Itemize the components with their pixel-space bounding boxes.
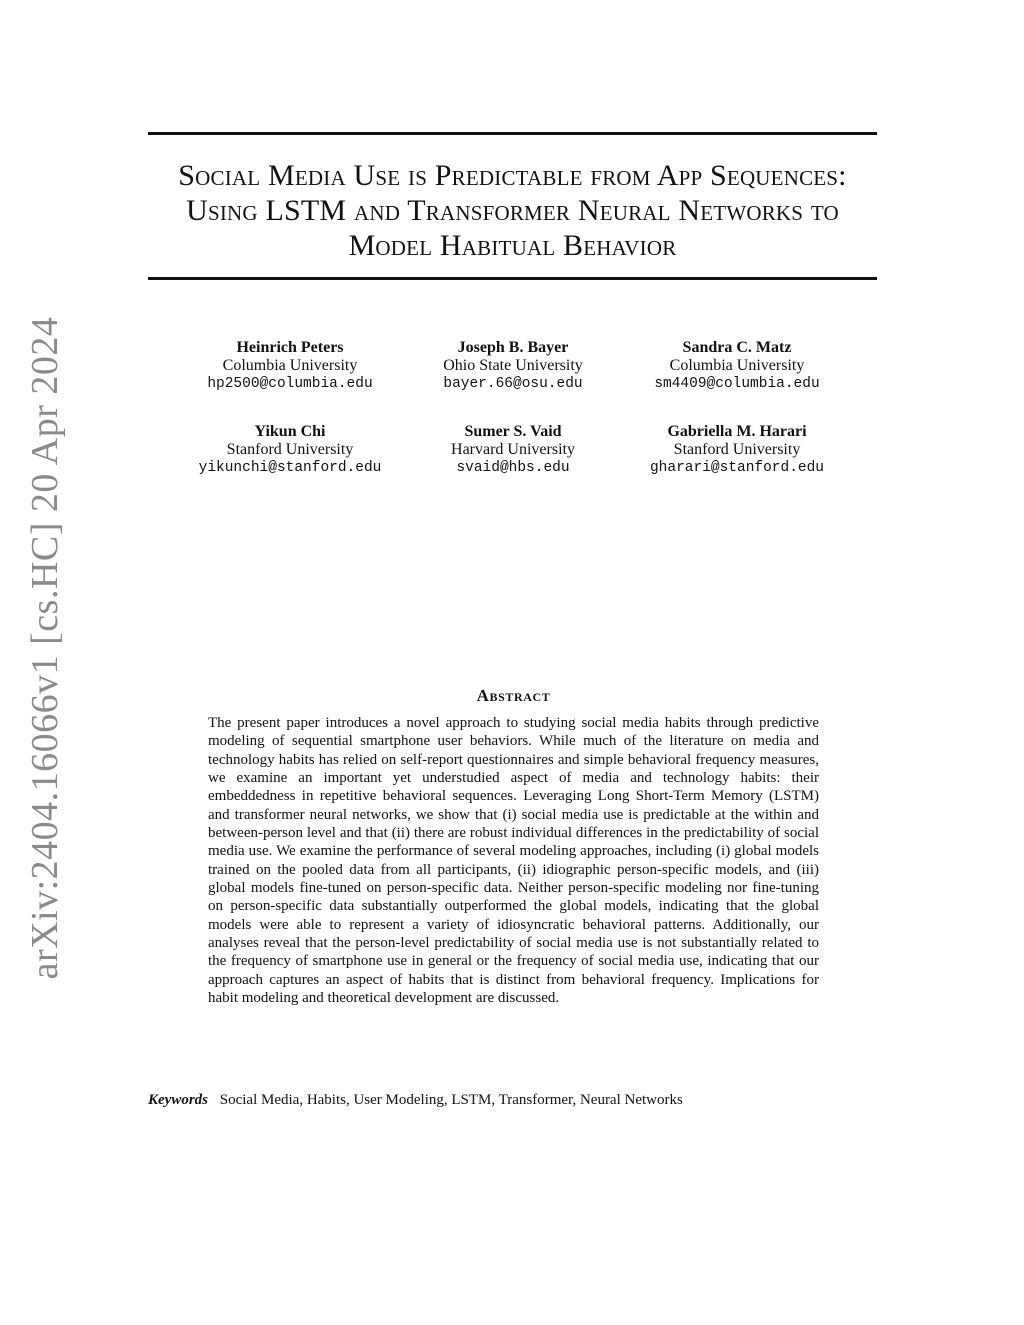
author-affiliation: Columbia University [222, 357, 358, 374]
author-affiliation: Harvard University [451, 441, 575, 458]
author-email[interactable]: yikunchi@stanford.edu [198, 460, 382, 476]
author-block [617, 339, 857, 393]
author-block [170, 423, 410, 477]
author-email[interactable]: hp2500@columbia.edu [207, 376, 373, 392]
author-email[interactable]: svaid@hbs.edu [456, 460, 570, 476]
author-email[interactable]: bayer.66@osu.edu [443, 376, 583, 392]
author-name: Yikun Chi [254, 423, 326, 440]
author-email[interactable]: gharari@stanford.edu [649, 460, 825, 476]
author-affiliation: Stanford University [673, 441, 801, 458]
author-name: Joseph B. Bayer [457, 339, 569, 356]
keywords-text: Social Media, Habits, User Modeling, LSTM, Transformer, Neural Networks [219, 1092, 683, 1108]
author-affiliation: Stanford University [226, 441, 354, 458]
author-affiliation: Columbia University [669, 357, 805, 374]
author-name: Sandra C. Matz [682, 339, 792, 356]
author-block [617, 423, 857, 477]
title-line-1: Social Media Use is Predictable from App Sequences: [178, 159, 847, 192]
abstract-text: The present paper introduces a novel approach to studying social media habits through predictive modeling of sequential smartphone user behaviors. While much of the literature on media and technology habits has relied on self-report questionnaires and simple behavioral frequency measures, we examine an important yet understudied aspect of media and technology habits: their embeddedness in repetitive behavioral sequences. Leveraging Long Short-Term Memory (LSTM) and transformer neural networks, we show that (i) social media use is predictable at the within and between-person level and that (ii) there are robust individual differences in the predictability of social media use. We examine the performance of several modeling approaches, including (i) global models trained on the pooled data from all participants, (ii) idiographic person-specific models, and (iii) global models fine-tuned on person-specific data. Neither person-specific modeling nor fine-tuning on person-specific data substantially outperformed the global models, indicating that the global models were able to represent a variety of idiosyncratic behavioral patterns. Additionally, our analyses reveal that the person-level predictability of social media use is not substantially related to the frequency of smartphone use in general or the frequency of social media use, indicating that our approach captures an aspect of habits that is distinct from behavioral frequency. Implications for habit modeling and theoretical development are discussed. [208, 715, 819, 1007]
author-email[interactable]: sm4409@columbia.edu [654, 376, 820, 392]
paper-title [148, 158, 877, 263]
title-line-3: Model Habitual Behavior [348, 229, 677, 262]
abstract-heading: Abstract [476, 686, 551, 705]
author-block [170, 339, 410, 393]
author-block [393, 423, 633, 477]
author-name: Gabriella M. Harari [667, 423, 807, 440]
keywords-label: Keywords [148, 1092, 208, 1108]
author-name: Heinrich Peters [236, 339, 344, 356]
keywords-line [148, 1092, 683, 1109]
title-line-2: Using LSTM and Transformer Neural Networks to [186, 194, 839, 227]
author-affiliation: Ohio State University [443, 357, 583, 374]
author-name: Sumer S. Vaid [464, 423, 562, 440]
title-top-rule [148, 132, 877, 135]
arxiv-side-stamp: arXiv:2404.16066v1 [cs.HC] 20 Apr 2024 [24, 316, 66, 980]
title-bottom-rule [148, 277, 877, 280]
author-block [393, 339, 633, 393]
